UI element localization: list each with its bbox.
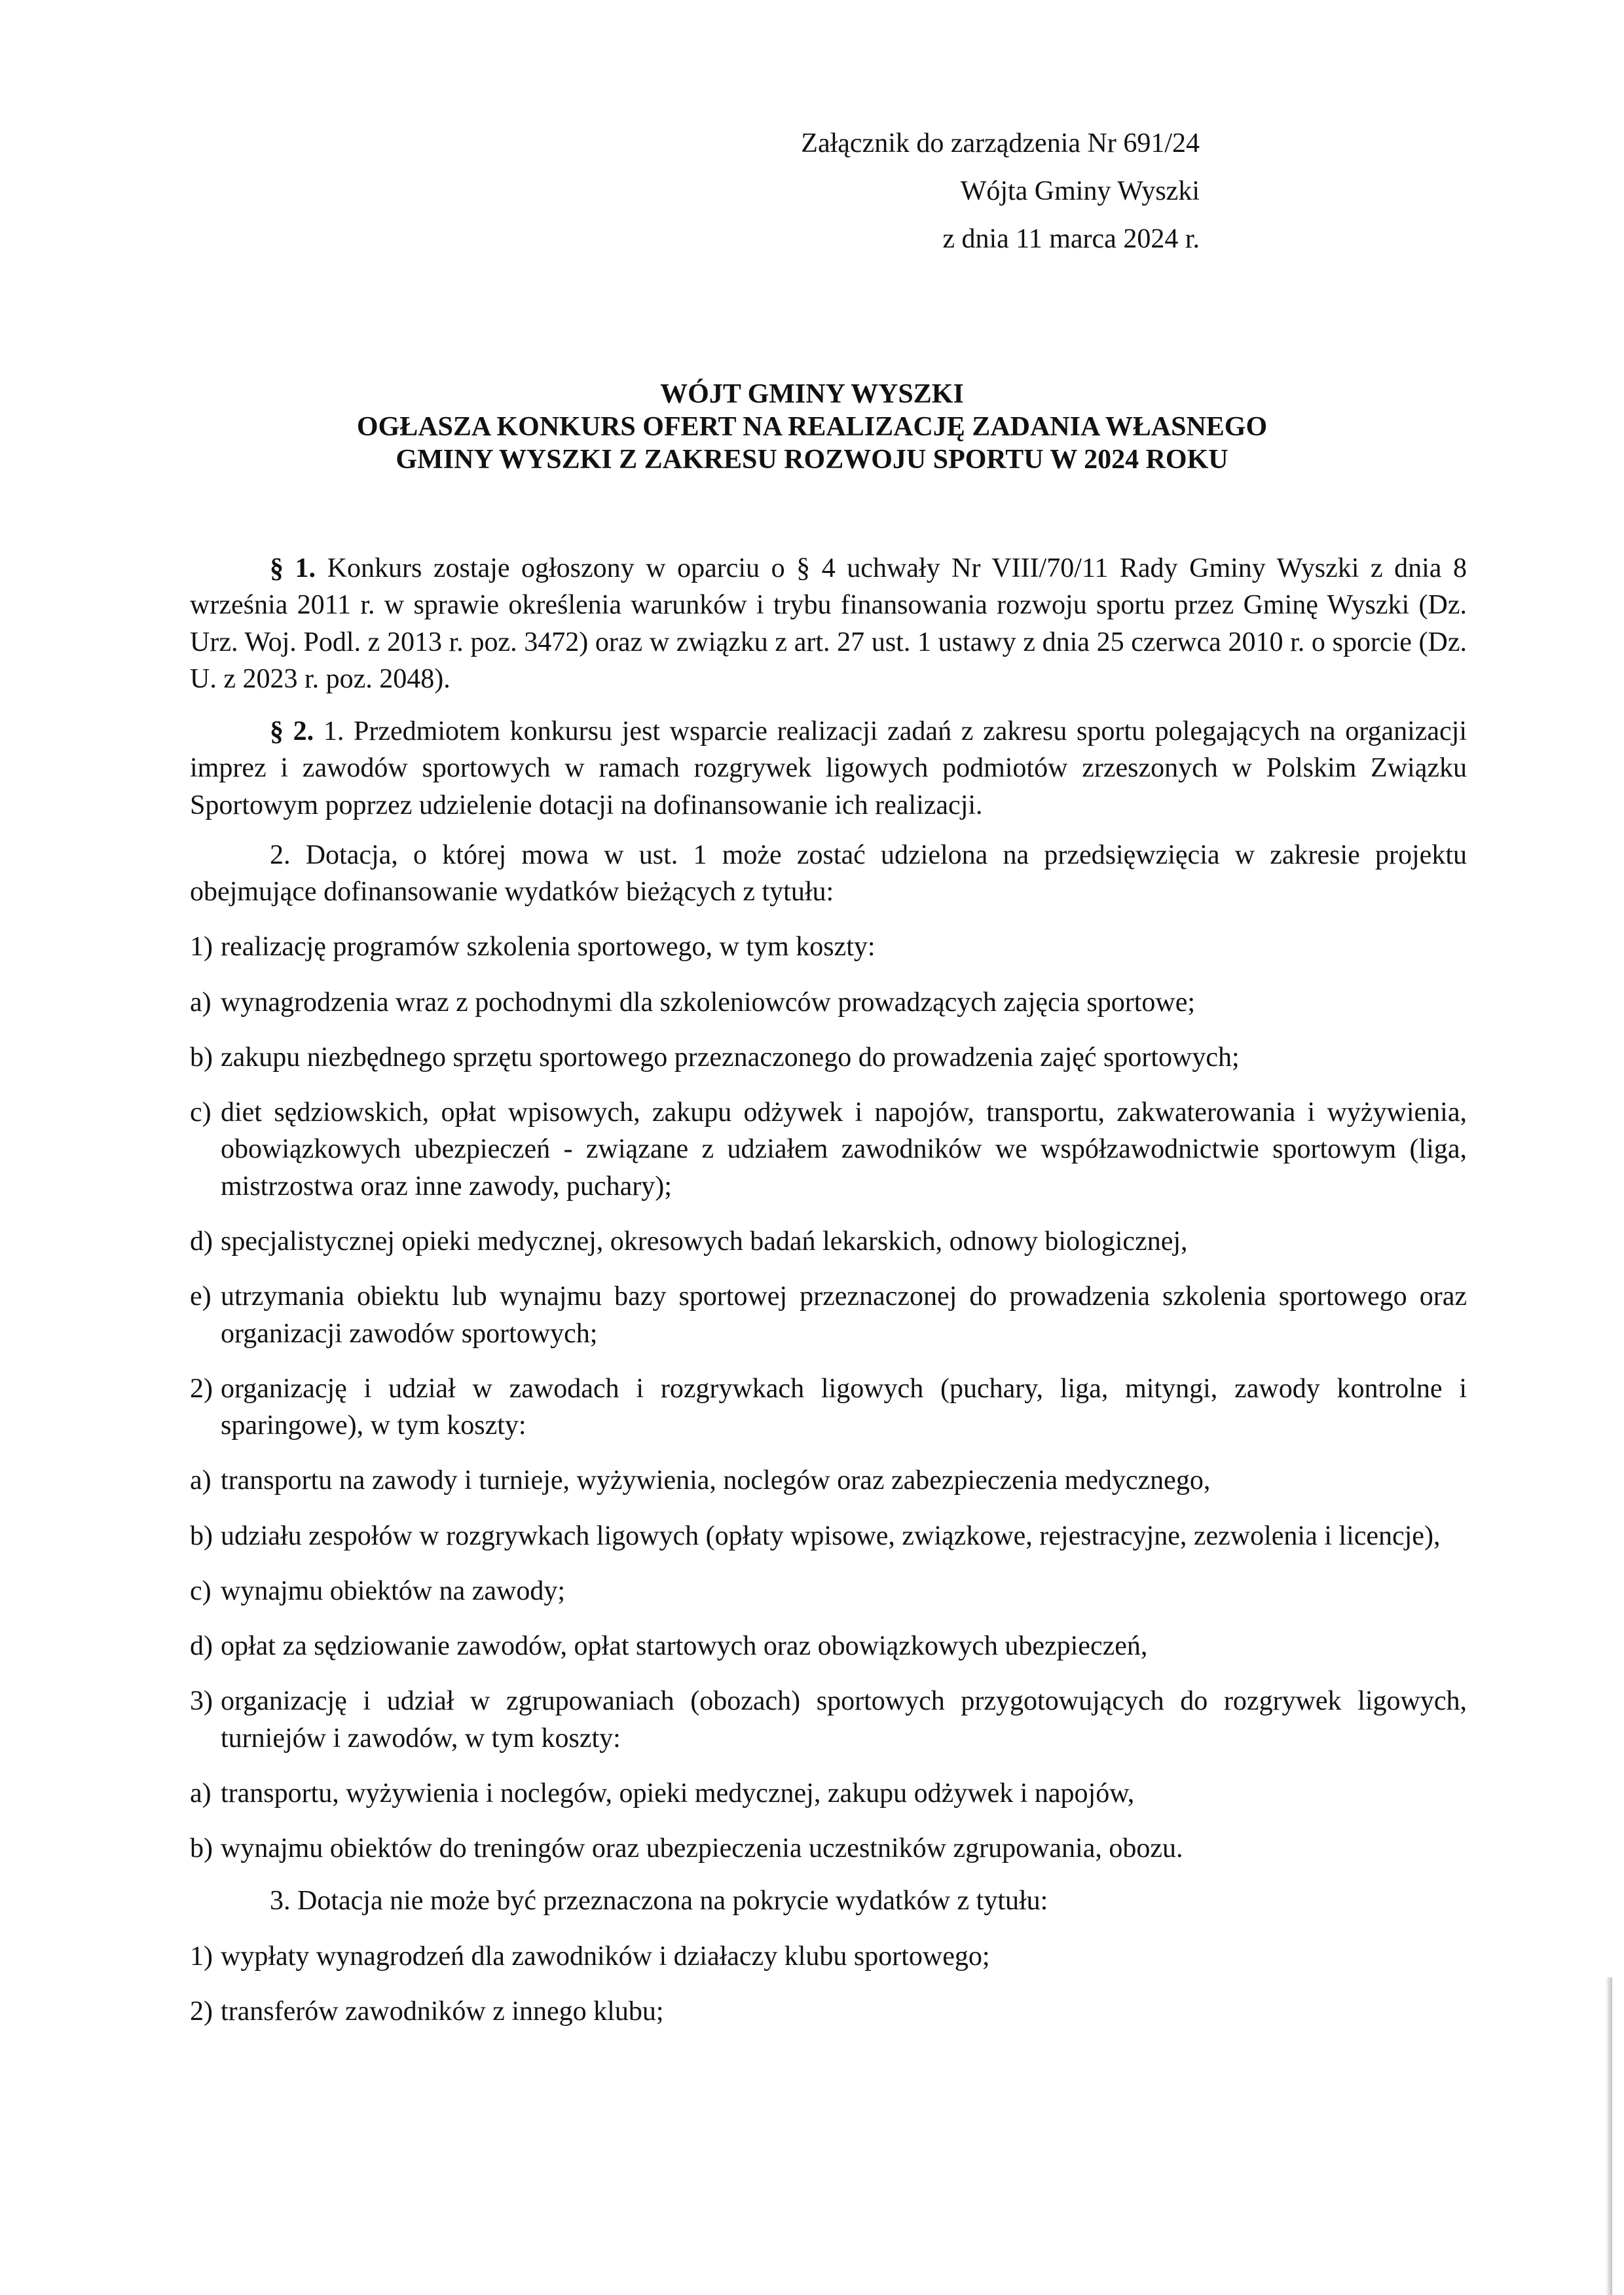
list-item-marker: 2) bbox=[190, 1373, 213, 1404]
list-item-marker: b) bbox=[190, 1042, 213, 1073]
list-item-text: udziału zespołów w rozgrywkach ligowych (opłaty wpisowe, związkowe, rejestracyjne, zezwolenia i licencje), bbox=[221, 1520, 1441, 1551]
list-item-text: realizację programów szkolenia sportowego, w tym koszty: bbox=[221, 932, 876, 963]
list-item bbox=[190, 1370, 1467, 1444]
title-line: GMINY WYSZKI Z ZAKRESU ROZWOJU SPORTU W 2024 ROKU bbox=[396, 445, 1228, 475]
list-item bbox=[190, 1223, 1467, 1260]
list-item-marker: d) bbox=[190, 1226, 213, 1257]
list-item-text: wynajmu obiektów do treningów oraz ubezpieczenia uczestników zgrupowania, obozu. bbox=[221, 1833, 1183, 1864]
list-item bbox=[190, 928, 1467, 965]
section-1 bbox=[190, 550, 1467, 697]
list-item bbox=[190, 1628, 1467, 1664]
list-item-text: transportu, wyżywienia i noclegów, opieki medycznej, zakupu odżywek i napojów, bbox=[221, 1778, 1135, 1808]
title-line: OGŁASZA KONKURS OFERT NA REALIZACJĘ ZADANIA WŁASNEGO bbox=[356, 412, 1268, 442]
list-item bbox=[190, 1993, 1467, 2030]
section-2-paragraph-3: 3. Dotacja nie może być przeznaczona na pokrycie wydatków z tytułu: bbox=[270, 1886, 1048, 1917]
title-line: WÓJT GMINY WYSZKI bbox=[660, 379, 964, 409]
attachment-header bbox=[801, 120, 1200, 263]
header-line: Załącznik do zarządzenia Nr 691/24 bbox=[801, 128, 1200, 158]
list-item-marker: d) bbox=[190, 1631, 213, 1662]
list-item bbox=[190, 984, 1467, 1021]
list-item bbox=[190, 1573, 1467, 1609]
list-item-marker: a) bbox=[190, 1465, 212, 1496]
section-text: Konkurs zostaje ogłoszony w oparciu o § 4 uchwały Nr VIII/70/11 Rady Gminy Wyszki z dnia 8 września 2011 r. w sprawie określenia warunków i trybu finansowania rozwoju sportu przez Gminę Wyszki (Dz. Urz. Woj. Podl. z 2013 r. poz. 3472) oraz w związku z art. 27 ust. 1 ustawy z dnia 25 czerwca 2010 r. o sporcie (Dz. U. z 2023 r. poz. 2048). bbox=[190, 553, 1467, 694]
section-2-paragraph-2: 2. Dotacja, o której mowa w ust. 1 może zostać udzielona na przedsięwzięcia w zakresie projektu obejmujące dofinansowanie wydatków bieżących z tytułu: bbox=[190, 839, 1467, 908]
list-item-marker: a) bbox=[190, 987, 212, 1018]
section-mark: § 1. bbox=[270, 553, 316, 583]
header-line: Wójta Gminy Wyszki bbox=[960, 176, 1200, 206]
list-item-marker: c) bbox=[190, 1097, 212, 1128]
document-body bbox=[190, 550, 1467, 2030]
list-item-text: wypłaty wynagrodzeń dla zawodników i działaczy klubu sportowego; bbox=[221, 1941, 990, 1972]
list-item bbox=[190, 1462, 1467, 1499]
list-item bbox=[190, 1830, 1467, 1867]
list-item-text: opłat za sędziowanie zawodów, opłat startowych oraz obowiązkowych ubezpieczeń, bbox=[221, 1631, 1148, 1662]
list-item bbox=[190, 1683, 1467, 1757]
list-item-text: utrzymania obiektu lub wynajmu bazy sportowej przeznaczonej do prowadzenia szkolenia sportowego oraz organizacji zawodów sportowych; bbox=[221, 1281, 1467, 1349]
paragraph-text: 1. Przedmiotem konkursu jest wsparcie realizacji zadań z zakresu sportu polegających na organizacji imprez i zawodów sportowych w ramach rozgrywek ligowych podmiotów zrzeszonych w Polskim Związku Sportowym poprzez udzielenie dotacji na dofinansowanie ich realizacji. bbox=[190, 716, 1467, 820]
list-item-text: transportu na zawody i turnieje, wyżywienia, noclegów oraz zabezpieczenia medycznego, bbox=[221, 1465, 1211, 1496]
list-item-marker: e) bbox=[190, 1281, 212, 1312]
list-item bbox=[190, 1775, 1467, 1812]
list-item-text: specjalistycznej opieki medycznej, okresowych badań lekarskich, odnowy biologicznej, bbox=[221, 1226, 1188, 1257]
document-title bbox=[0, 378, 1624, 476]
list-item bbox=[190, 1039, 1467, 1076]
excluded-items-list bbox=[190, 1938, 1467, 2030]
list-item-text: wynagrodzenia wraz z pochodnymi dla szkoleniowców prowadzących zajęcia sportowe; bbox=[221, 987, 1196, 1018]
list-item-text: transferów zawodników z innego klubu; bbox=[221, 1996, 664, 2027]
list-item-marker: 1) bbox=[190, 1941, 213, 1972]
list-item-text: diet sędziowskich, opłat wpisowych, zakupu odżywek i napojów, transportu, zakwaterowania i wyżywienia, obowiązkowych ubezpieczeń - związane z udziałem zawodników we współzawodnictwie sportowym (liga, mistrzostwa oraz inne zawody, puchary); bbox=[221, 1097, 1467, 1202]
header-line: z dnia 11 marca 2024 r. bbox=[942, 224, 1200, 254]
list-item-text: zakupu niezbędnego sprzętu sportowego przeznaczonego do prowadzenia zajęć sportowych; bbox=[221, 1042, 1240, 1073]
list-item bbox=[190, 1278, 1467, 1352]
list-item-text: organizację i udział w zgrupowaniach (obozach) sportowych przygotowujących do rozgrywek ligowych, turniejów i zawodów, w tym koszty: bbox=[221, 1686, 1467, 1753]
scan-edge-shadow bbox=[1606, 1977, 1612, 2295]
list-item-marker: a) bbox=[190, 1778, 212, 1808]
list-item-marker: c) bbox=[190, 1575, 212, 1606]
list-item-marker: 2) bbox=[190, 1996, 213, 2027]
section-mark: § 2. bbox=[270, 716, 314, 747]
list-item-marker: 1) bbox=[190, 932, 213, 963]
list-item-marker: b) bbox=[190, 1833, 213, 1864]
list-item-marker: b) bbox=[190, 1520, 213, 1551]
list-item bbox=[190, 1094, 1467, 1205]
list-item-marker: 3) bbox=[190, 1686, 213, 1717]
list-item bbox=[190, 1518, 1467, 1554]
list-item-text: wynajmu obiektów na zawody; bbox=[221, 1575, 566, 1606]
cost-items-list bbox=[190, 928, 1467, 1867]
list-item bbox=[190, 1938, 1467, 1975]
section-2-paragraph-1 bbox=[190, 713, 1467, 824]
list-item-text: organizację i udział w zawodach i rozgrywkach ligowych (puchary, liga, mityngi, zawody kontrolne i sparingowe), w tym koszty: bbox=[221, 1373, 1467, 1441]
